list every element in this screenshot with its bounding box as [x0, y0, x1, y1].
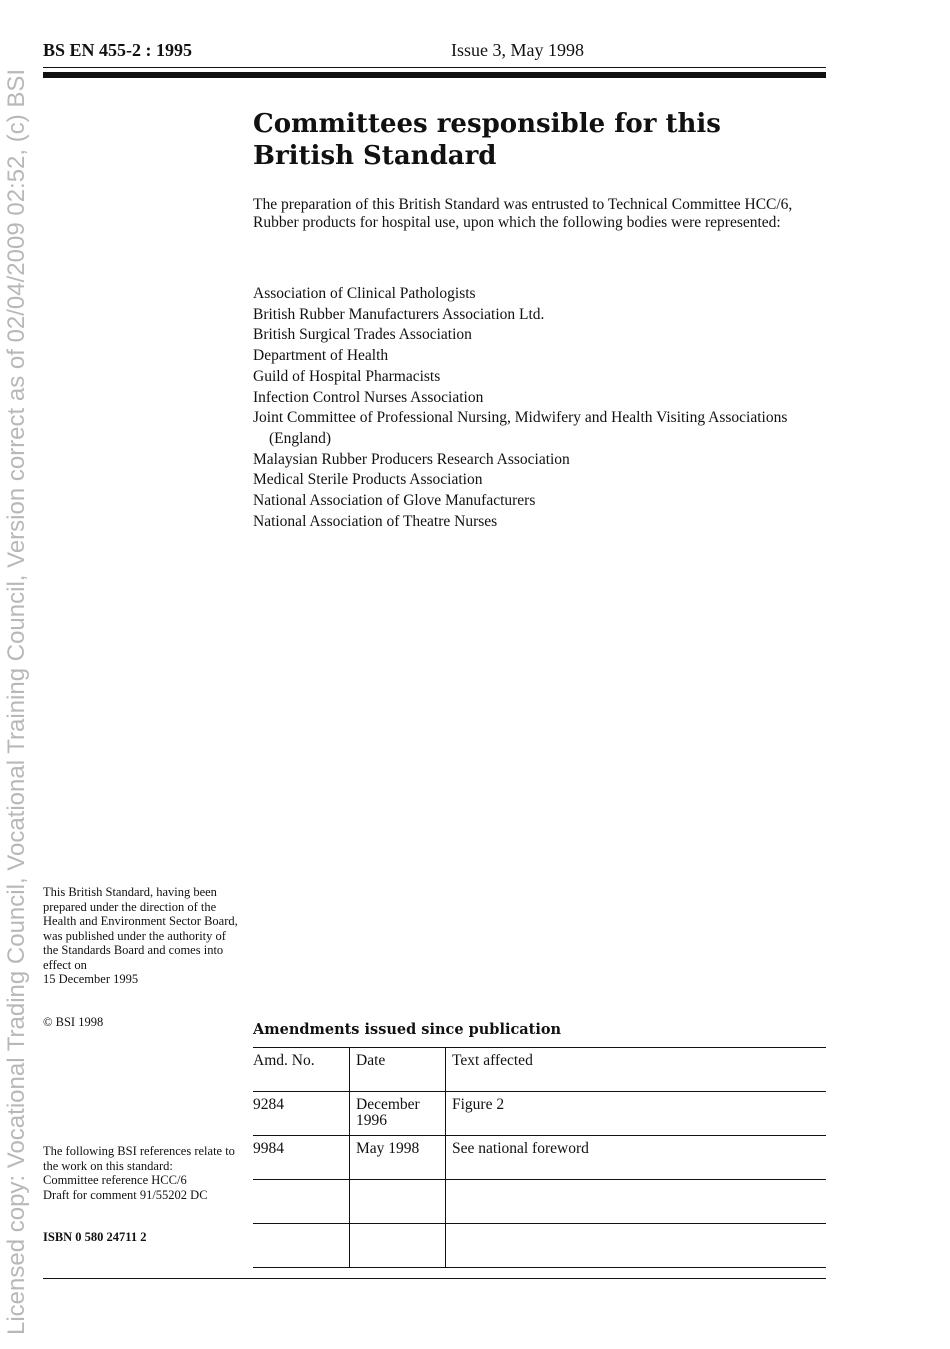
amd-number-cell [253, 1224, 350, 1268]
references-intro: The following BSI references relate to the work on this standard: [43, 1144, 235, 1173]
list-item: National Association of Theatre Nurses [253, 512, 498, 530]
list-item: Department of Health [253, 347, 389, 365]
header-rule-thin [43, 67, 826, 68]
page-title: Committees responsible for this British Standard [253, 109, 721, 171]
draft-reference: Draft for comment 91/55202 DC [43, 1187, 208, 1202]
list-item: British Surgical Trades Association [253, 326, 472, 344]
list-item: Joint Committee of Professional Nursing, Midwifery and Health Visiting Associations (England) [253, 409, 788, 447]
intro-paragraph: The preparation of this British Standard was entrusted to Technical Committee HCC/6, Rubber products for hospital use, upon which the following bodies were represented: [253, 196, 793, 231]
list-item: Association of Clinical Pathologists [253, 285, 476, 302]
table-header-row [253, 1048, 826, 1092]
license-watermark: Licensed copy: Vocational Trading Council, Vocational Training Council, Version correct as of 02/04/2009 02:52, (c) BSI [3, 68, 30, 1335]
list-item: National Association of Glove Manufacturers [253, 492, 536, 510]
table-row [253, 1224, 826, 1268]
amendments-table [253, 1047, 826, 1268]
amd-date-cell: December 1996 [350, 1092, 446, 1136]
amd-text-cell: See national foreword [446, 1136, 827, 1180]
publication-note: This British Standard, having been prepared under the direction of the Health and Environment Sector Board, was published under the authority of the Standards Board and comes into effect on [43, 885, 238, 972]
effective-date: 15 December 1995 [43, 972, 139, 986]
bsi-references-block [43, 1144, 238, 1202]
list-item: Infection Control Nurses Association [253, 388, 484, 406]
amd-date-cell [350, 1180, 446, 1224]
amd-number-cell: 9984 [253, 1136, 350, 1180]
amd-text-cell: Figure 2 [446, 1092, 827, 1136]
list-item: British Rubber Manufacturers Association Ltd. [253, 305, 545, 323]
publication-note-block [43, 885, 238, 987]
committee-reference: Committee reference HCC/6 [43, 1173, 187, 1187]
standard-number: BS EN 455-2 : 1995 [43, 40, 193, 60]
amd-text-cell [446, 1224, 827, 1268]
header-rule-thick [43, 72, 826, 78]
list-item: Medical Sterile Products Association [253, 471, 483, 489]
issue-label: Issue 3, May 1998 [451, 40, 584, 60]
table-row [253, 1136, 826, 1180]
amd-number-cell [253, 1180, 350, 1224]
amd-number-cell: 9284 [253, 1092, 350, 1136]
represented-bodies-list [253, 284, 825, 532]
footer-rule [43, 1278, 826, 1279]
amendments-heading: Amendments issued since publication [253, 1021, 562, 1038]
column-header-date: Date [350, 1048, 446, 1092]
table-row [253, 1092, 826, 1136]
amd-date-cell: May 1998 [350, 1136, 446, 1180]
list-item: Guild of Hospital Pharmacists [253, 367, 441, 385]
list-item: Malaysian Rubber Producers Research Association [253, 450, 570, 468]
column-header-text-affected: Text affected [446, 1048, 827, 1092]
amd-date-cell [350, 1224, 446, 1268]
table-row [253, 1180, 826, 1224]
column-header-amd-no: Amd. No. [253, 1048, 350, 1092]
isbn: ISBN 0 580 24711 2 [43, 1230, 147, 1244]
copyright-notice: © BSI 1998 [43, 1015, 104, 1029]
amd-text-cell [446, 1180, 827, 1224]
